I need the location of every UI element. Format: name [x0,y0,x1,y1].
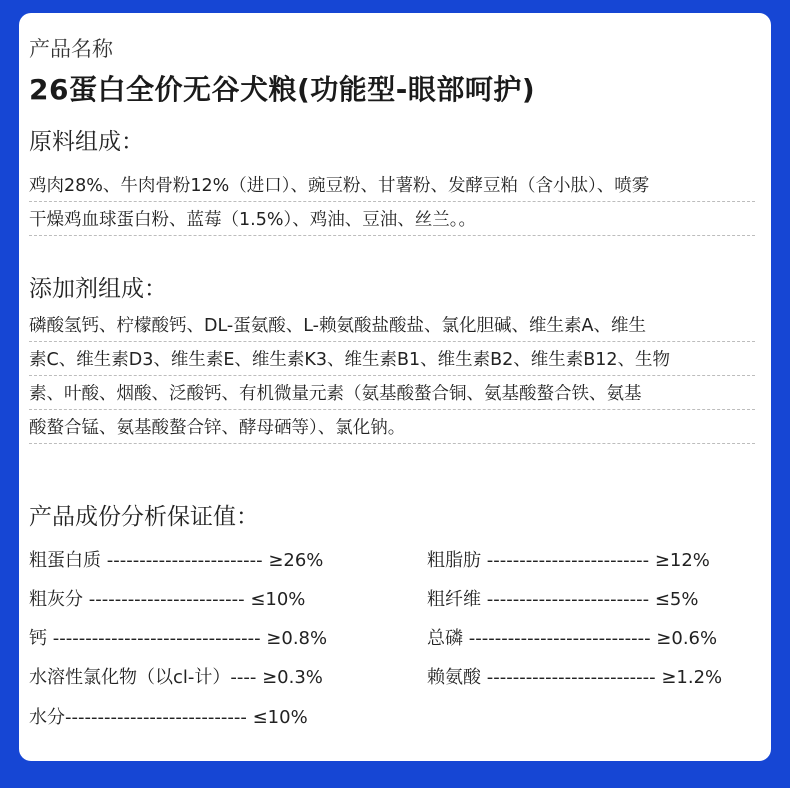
additives-text [29,311,755,444]
analysis-item: 粗纤维 ------------------------- ≤5% [427,589,699,610]
ingredients-line: 干燥鸡血球蛋白粉、蓝莓（1.5%）、鸡油、豆油、丝兰。。 [29,205,755,236]
analysis-item: 水分---------------------------- ≤10% [29,707,308,728]
analysis-item: 粗蛋白质 ------------------------ ≥26% [29,550,324,571]
additives-heading: 添加剂组成： [29,276,167,302]
additives-line: 酸螯合锰、氨基酸螯合锌、酵母硒等）、氯化钠。 [29,413,755,444]
product-info-card [19,13,771,761]
ingredients-heading: 原料组成： [29,129,144,155]
ingredients-text [29,171,755,236]
additives-line: 素、叶酸、烟酸、泛酸钙、有机微量元素（氨基酸螯合铜、氨基酸螯合铁、氨基 [29,379,755,410]
analysis-item: 粗脂肪 ------------------------- ≥12% [427,550,710,571]
additives-line: 磷酸氢钙、柠檬酸钙、DL-蛋氨酸、L-赖氨酸盐酸盐、氯化胆碱、维生素A、维生 [29,311,755,342]
analysis-item: 粗灰分 ------------------------ ≤10% [29,589,306,610]
analysis-item: 水溶性氯化物（以cl-计）---- ≥0.3% [29,667,323,688]
analysis-item: 总磷 ---------------------------- ≥0.6% [427,628,718,649]
product-name-label: 产品名称 [29,37,113,61]
analysis-item: 赖氨酸 -------------------------- ≥1.2% [427,667,723,688]
product-title: 26蛋白全价无谷犬粮(功能型-眼部呵护) [29,73,536,106]
ingredients-line: 鸡肉28%、牛肉骨粉12%（进口）、豌豆粉、甘薯粉、发酵豆粕（含小肽）、喷雾 [29,171,755,202]
additives-line: 素C、维生素D3、维生素E、维生素K3、维生素B1、维生素B2、维生素B12、生物 [29,345,755,376]
analysis-item: 钙 -------------------------------- ≥0.8% [29,628,328,649]
analysis-heading: 产品成份分析保证值： [29,504,259,530]
